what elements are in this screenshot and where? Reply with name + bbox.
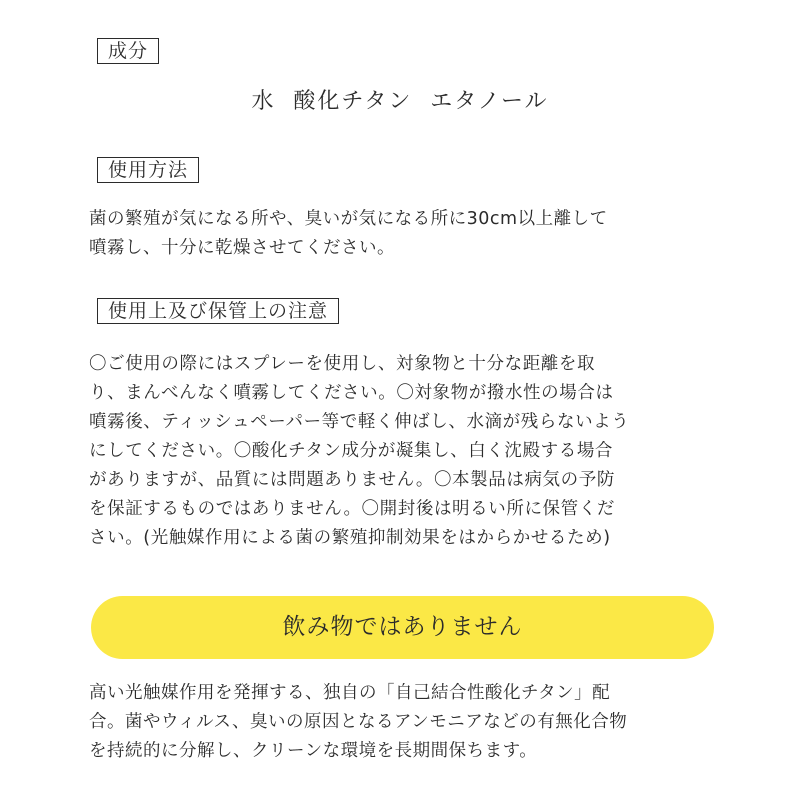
description-line: 合。菌やウィルス、臭いの原因となるアンモニアなどの有無化合物 (89, 712, 628, 732)
cautions-text (89, 350, 729, 553)
cautions-line: 〇ご使用の際にはスプレーを使用し、対象物と十分な距離を取 (89, 354, 596, 374)
cautions-heading-label: 使用上及び保管上の注意 (97, 298, 339, 324)
heading-rule (97, 50, 714, 51)
ingredients-heading (97, 38, 714, 64)
cautions-line: さい。(光触媒作用による菌の繁殖抑制効果をはからかせるため) (89, 528, 611, 548)
product-description (89, 679, 729, 766)
usage-line: 菌の繁殖が気になる所や、臭いが気になる所に30cm以上離して (89, 209, 608, 229)
cautions-line: り、まんべんなく噴霧してください。〇対象物が撥水性の場合は (89, 383, 614, 403)
not-a-drink-notice: 飲み物ではありません (91, 596, 714, 659)
usage-line: 噴霧し、十分に乾燥させてください。 (89, 238, 395, 258)
cautions-line: がありますが、品質には問題ありません。〇本製品は病気の予防 (89, 470, 615, 490)
ingredients-text: 水 酸化チタン エタノール (251, 89, 549, 114)
usage-heading (97, 157, 714, 183)
description-line: 高い光触媒作用を発揮する、独自の「自己結合性酸化チタン」配 (89, 683, 611, 703)
cautions-line: を保証するものではありません。〇開封後は明るい所に保管くだ (89, 499, 615, 519)
usage-text (89, 205, 729, 263)
cautions-line: 噴霧後、ティッシュペーパー等で軽く伸ばし、水滴が残らないよう (89, 412, 630, 432)
ingredients-heading-label: 成分 (97, 38, 159, 64)
cautions-heading (97, 298, 714, 324)
cautions-line: にしてください。〇酸化チタン成分が凝集し、白く沈殿する場合 (89, 441, 614, 461)
description-line: を持続的に分解し、クリーンな環境を長期間保ちます。 (89, 741, 538, 761)
usage-heading-label: 使用方法 (97, 157, 199, 183)
